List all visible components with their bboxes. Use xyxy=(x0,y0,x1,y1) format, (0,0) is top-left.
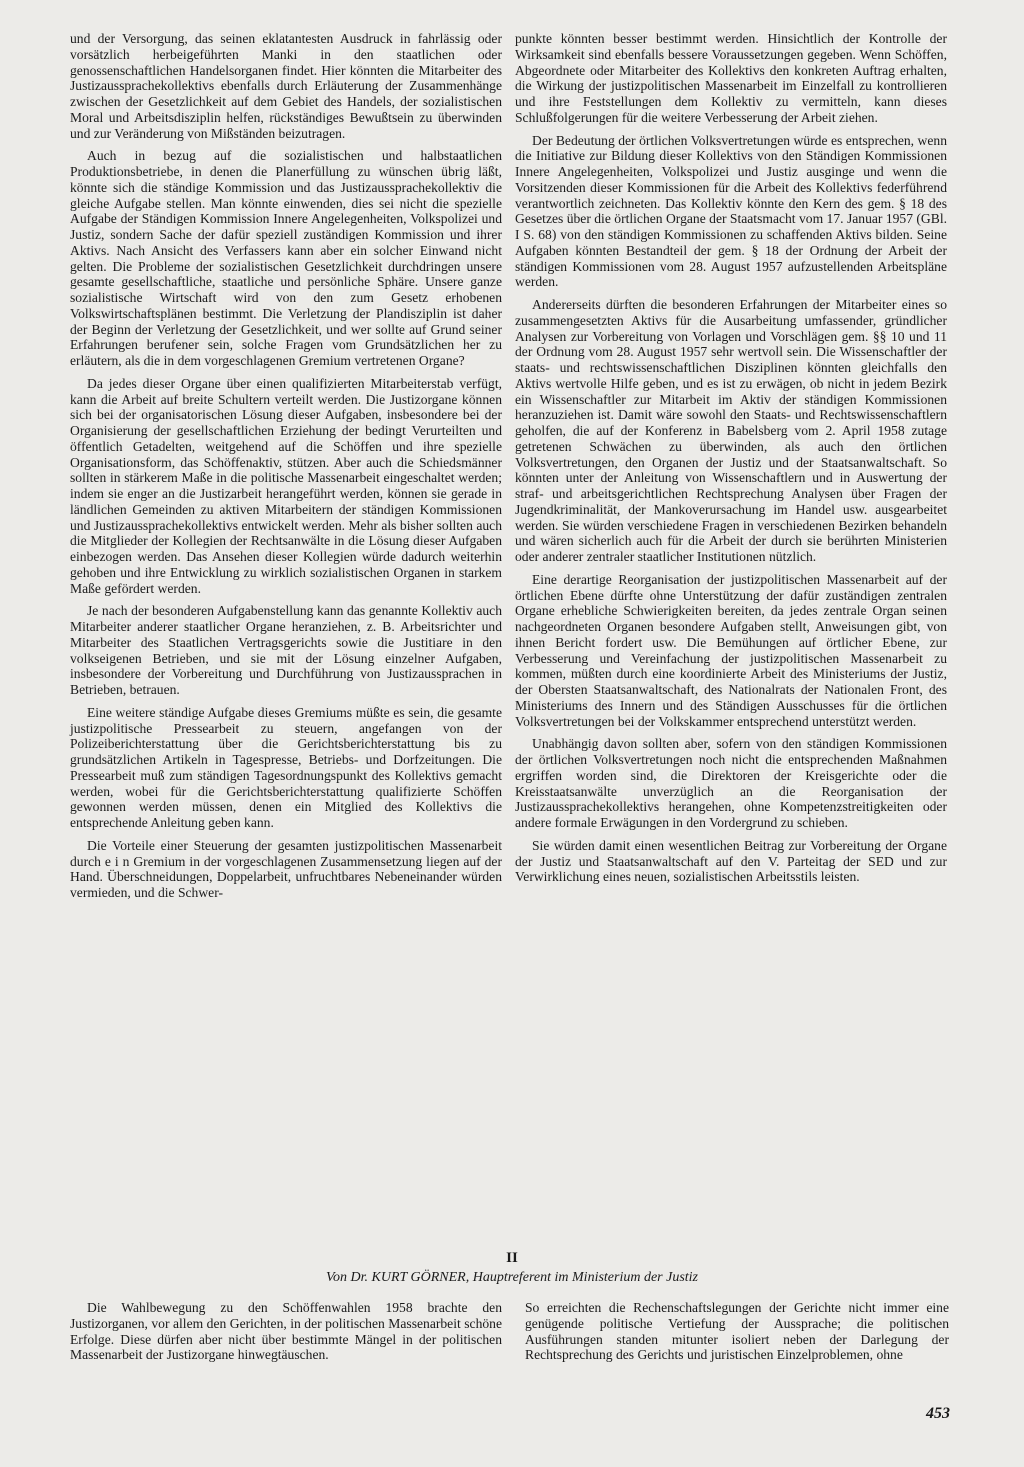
paragraph: Der Bedeutung der örtlichen Volksvertretungen würde es entsprechen, wenn die Initiative zur Bildung dieser Kollektivs von den Ständigen Kommissionen Innere Angelegenheiten, Volkspolizei und Justiz ausginge und wenn die Vorsitzenden dieser Kommissionen für die Arbeit des Kollektivs federführend verantwortlich zeichneten. Das Kollektiv könnte den Kern des gem. § 18 des Gesetzes über die örtlichen Organe der Staatsmacht vom 17. Januar 1957 (GBl. I S. 68) von den ständigen Kommissionen zu schaffenden Aktivs bilden. Seine Aufgaben könnten Bestandteil der gem. § 18 der Ordnung der Arbeit der ständigen Kommissionen vom 28. August 1957 aufzustellenden Arbeitspläne werden. xyxy=(515,132,947,290)
right-text-column xyxy=(515,31,947,892)
paragraph: Auch in bezug auf die sozialistischen und halbstaatlichen Produktionsbetriebe, in denen die Planerfüllung zu wünschen übrig läßt, könnte sich die ständige Kommission und das Justizaussprachekollektiv die gleiche Aufgabe stellen. Man könnte einwenden, dies sei nicht die spezielle Aufgabe der Ständigen Kommission Innere Angelegenheiten, Volkspolizei und Justiz, sondern Sache der dafür speziell zuständigen Kommission und ihrer Aktivs. Nach Ansicht des Verfassers kann aber ein solcher Einwand nicht gelten. Die Probleme der sozialistischen Gesetzlichkeit durchdringen unsere gesamte gesellschaftliche, staatliche und persönliche Sphäre. Unsere ganze sozialistische Wirtschaft wird von den zum Gesetz erhobenen Volkswirtschaftsplänen bestimmt. Die Verletzung der Plandisziplin ist daher der Beginn der Verletzung der Gesetzlichkeit, und wer sollte auf Grund seiner Erfahrungen berufener sein, solche Fragen vom Grundsätzlichen her zu erläutern, als die in dem vorgeschlagenen Gremium vertretenen Organe? xyxy=(70,148,502,368)
paragraph: So erreichten die Rechenschaftslegungen der Gerichte nicht immer eine genügende politische Vertiefung der Aussprache; die politischen Ausführungen standen mitunter isoliert neben der Darlegung der Rechtsprechung des Gerichts und juristischen Einzelproblemen, ohne xyxy=(525,1300,949,1363)
paragraph: Eine derartige Reorganisation der justizpolitischen Massenarbeit auf der örtlichen Ebene dürfte ohne Unterstützung der dafür zuständigen zentralen Organe erhebliche Schwierigkeiten bereiten, da jedes zentrale Organ seinen nachgeordneten Organen besondere Aufgaben stellt, Anweisungen gibt, von ihnen Bericht fordert usw. Die Bemühungen auf örtlicher Ebene, zur Verbesserung und Vereinfachung der justizpolitischen Massenarbeit zu kommen, müßten durch eine koordinierte Arbeit des Ministeriums der Justiz, der Obersten Staatsanwaltschaft, des Nationalrats der Nationalen Front, des Ministeriums des Innern und des Ständigen Ausschusses für die örtlichen Volksvertretungen bei der Volkskammer entsprechend unterstützt werden. xyxy=(515,571,947,729)
bottom-left-text-column xyxy=(70,1300,502,1370)
paragraph: Je nach der besonderen Aufgabenstellung kann das genannte Kollektiv auch Mitarbeiter anderer staatlicher Organe heranziehen, z. B. Arbeitsrichter und Mitarbeiter des Staatlichen Vertragsgerichts sowie die Justitiare in den volkseigenen Betrieben, und sie mit der Lösung einzelner Aufgaben, insbesondere der Vorbereitung und Durchführung von Justizaussprachen in Betrieben, betrauen. xyxy=(70,603,502,697)
author-byline: Von Dr. KURT GÖRNER, Hauptreferent im Ministerium der Justiz xyxy=(325,1270,699,1285)
left-text-column xyxy=(70,31,502,908)
paragraph: Andererseits dürften die besonderen Erfahrungen der Mitarbeiter eines so zusammengesetzten Aktivs für die Ausarbeitung umfassender, gründlicher Analysen zur Vorbereitung von Vorlagen und Vorschlägen gem. §§ 10 und 11 der Ordnung vom 28. August 1957 sehr wertvoll sein. Die Wissenschaftler der staats- und rechtswissenschaftlichen Disziplinen könnten gleichfalls den Aktivs wertvolle Hilfe geben, und es ist zu erwägen, ob nicht in jedem Bezirk ein Wissenschaftler zur Mitarbeit im Aktiv der ständigen Kommissionen heranzuziehen ist. Damit wäre sowohl den Staats- und Rechtswissenschaftlern geholfen, die auf der Konferenz in Babelsberg vom 2. April 1958 zutage getretenen Schwächen zu überwinden, als auch den örtlichen Volksvertretungen, den Organen der Justiz und der Staatsanwaltschaft. So könnten unter der Anleitung von Wissenschaftlern und in Auswertung der straf- und arbeitsgerichtlichen Rechtsprechung Analysen über Fragen der Jugendkriminalität, der Mankoverursachung im Handel usw. ausgearbeitet werden. Sie würden verschiedene Fragen in verschiedenen Bezirken behandeln und wären sicherlich auch für die Arbeit der durch sie berührten Ministerien oder anderer zentraler staatlicher Institutionen nützlich. xyxy=(515,297,947,564)
paragraph: und der Versorgung, das seinen eklatantesten Ausdruck in fahrlässig oder vorsätzlich herbeigeführten Manki in den staatlichen oder genossenschaftlichen Handelsorganen findet. Hier könnten die Mitarbeiter des Justizaussprachekollektivs ebenfalls durch Erläuterung der Zusammenhänge zwischen der Gesetzlichkeit auf dem Gebiet des Handels, der sozialistischen Moral und Arbeitsdisziplin helfen, rückständiges Bewußtsein zu überwinden und zur Veränderung von Mißständen beizutragen. xyxy=(70,31,502,141)
page-number: 453 xyxy=(926,1405,950,1422)
paragraph: Da jedes dieser Organe über einen qualifizierten Mitarbeiterstab verfügt, kann die Arbeit auf breite Schultern verteilt werden. Die Justizorgane können sich bei der organisatorischen Lösung dieser Aufgaben, insbesondere bei der Organisierung der gesellschaftlichen Erziehung der bedingt Verurteilten und öffentlich Getadelten, weitgehend auf die Schöffen und ihre spezielle Organisationsform, das Schöffenaktiv, stützen. Aber auch die Schiedsmänner sollten in stärkerem Maße in die politische Massenarbeit eingeschaltet werden; indem sie enger an die Justizarbeit herangeführt werden, können sie gerade in ländlichen Gemeinden zu aktiven Mitarbeitern der ständigen Kommissionen und Justizaussprachekollektivs entwickelt werden. Mehr als bisher sollten auch die Mitglieder der Kollegien der Rechtsanwälte in die Lösung dieser Aufgaben einbezogen werden. Das Ansehen dieser Kollegien würde dadurch weiterhin gehoben und ihre Entwicklung zu wirklich sozialistischen Organen in starkem Maße gefördert werden. xyxy=(70,375,502,596)
paragraph: Eine weitere ständige Aufgabe dieses Gremiums müßte es sein, die gesamte justizpolitische Pressearbeit zu steuern, angefangen von der Polizeiberichterstattung über die Gerichtsberichterstattung bis zu grundsätzlichen Artikeln in Tagespresse, Betriebs- und Dorfzeitungen. Die Pressearbeit muß zum ständigen Tagesordnungspunkt des Kollektivs gemacht werden, wobei für die Gerichtsberichterstattung qualifizierte Schöffen gewonnen werden müssen, denen ein Mitglied des Kollektivs die entsprechende Anleitung geben kann. xyxy=(70,704,502,830)
paragraph: Die Wahlbewegung zu den Schöffenwahlen 1958 brachte den Justizorganen, vor allem den Gerichten, in der politischen Massenarbeit schöne Erfolge. Diese dürfen aber nicht über bestimmte Mängel in der politischen Massenarbeit der Justizorgane hinwegtäuschen. xyxy=(70,1300,502,1363)
paragraph: Sie würden damit einen wesentlichen Beitrag zur Vorbereitung der Organe der Justiz und Staatsanwaltschaft auf den V. Parteitag der SED und zur Verwirklichung eines neuen, sozialistischen Arbeitsstils leisten. xyxy=(515,837,947,885)
paragraph: Unabhängig davon sollten aber, sofern von den ständigen Kommissionen der örtlichen Volksvertretungen noch nicht die entsprechenden Maßnahmen ergriffen worden sind, die Direktoren der Kreisgerichte oder die Kreisstaatsanwälte unverzüglich an die Reorganisation der Justizaussprachekollektivs herangehen, ohne Kompetenzstreitigkeiten oder andere formale Erwägungen in den Vordergrund zu schieben. xyxy=(515,736,947,830)
paragraph: Die Vorteile einer Steuerung der gesamten justizpolitischen Massenarbeit durch e i n Gremium in der vorgeschlagenen Zusammensetzung liegen auf der Hand. Überschneidungen, Doppelarbeit, unfruchtbares Nebeneinander würden vermieden, und die Schwer- xyxy=(70,837,502,900)
bottom-right-text-column xyxy=(525,1300,949,1370)
section-numeral: II xyxy=(506,1250,518,1266)
paragraph: punkte könnten besser bestimmt werden. Hinsichtlich der Kontrolle der Wirksamkeit sind ebenfalls bessere Voraussetzungen gegeben. Wenn Schöffen, Abgeordnete oder Mitarbeiter des Kollektivs den konkreten Auftrag erhalten, die Wirkung der justizpolitischen Massenarbeit im Einzelfall zu kontrollieren und ihre Feststellungen dem Kollektiv zu vermitteln, kann dieses Schlußfolgerungen für die weitere Verbesserung der Arbeit ziehen. xyxy=(515,31,947,125)
